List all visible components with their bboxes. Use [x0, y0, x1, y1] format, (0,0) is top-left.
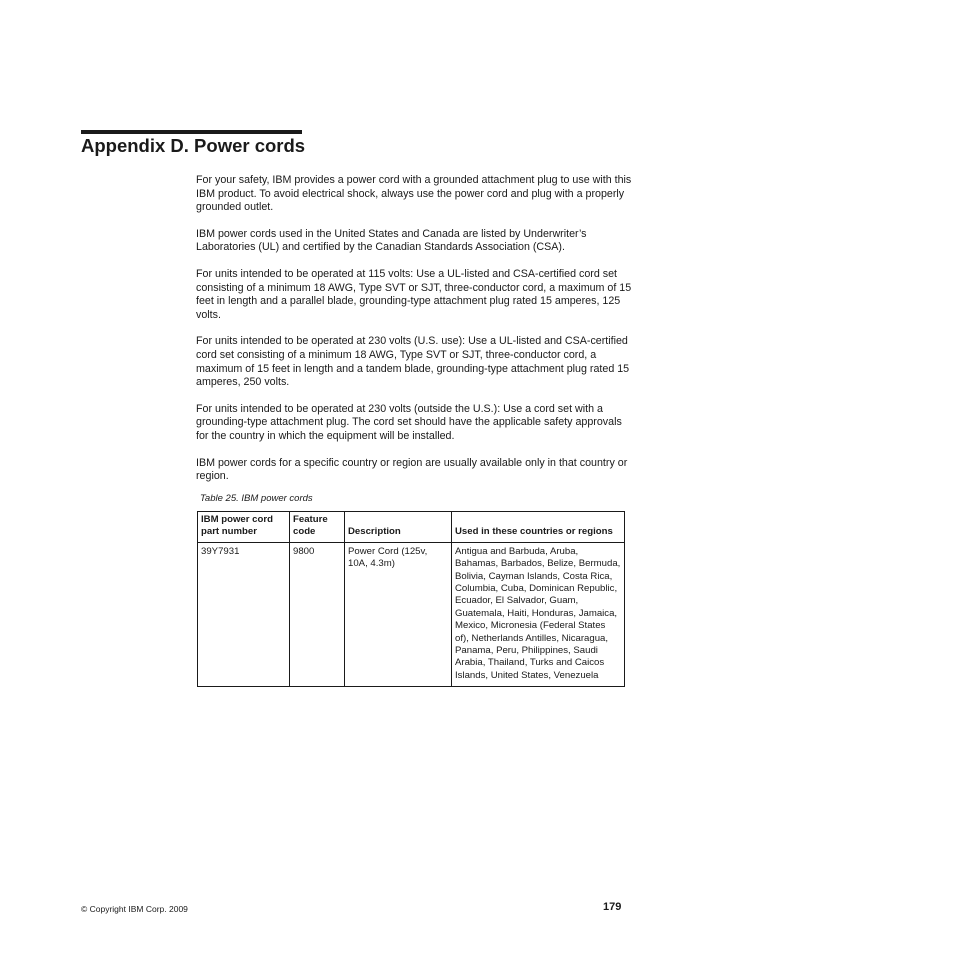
paragraph-115-volts: For units intended to be operated at 115 volts: Use a UL-listed and CSA-certified cord set consisting of a minimum 18 AWG, Type SVT or SJT, three-conductor cord, a maximum of 15 feet in length and a parallel blade, grounding-type attachment plug rated 15 amperes, 125 volts. — [196, 267, 632, 321]
header-countries: Used in these countries or regions — [452, 512, 625, 543]
paragraph-country-availability: IBM power cords for a specific country or region are usually available only in that country or region. — [196, 456, 628, 483]
body-text — [196, 174, 636, 497]
table-caption: Table 25. IBM power cords — [200, 493, 313, 504]
power-cords-table — [197, 511, 625, 687]
page-title: Appendix D. Power cords — [81, 135, 306, 156]
paragraph-230-volts-us: For units intended to be operated at 230 volts (U.S. use): Use a UL-listed and CSA-certified cord set consisting of a minimum 18 AWG, Type SVT or SJT, three-conductor cord, a maximum of 15 feet in length and a tandem blade, grounding-type attachment plug rated 15 amperes, 250 volts. — [196, 335, 630, 389]
header-part-number: IBM power cord part number — [198, 512, 290, 543]
cell-countries: Antigua and Barbuda, Aruba, Bahamas, Barbados, Belize, Bermuda, Bolivia, Cayman Islands, Costa Rica, Columbia, Cuba, Dominican Republic, Ecuador, El Salvador, Guam, Guatemala, Haiti, Honduras, Jamaica, Mexico, Micronesia (Federal States of), Netherlands Antilles, Nicaragua, Panama, Peru, Philippines, Saudi Arabia, Thailand, Turks and Caicos Islands, United States, Venezuela — [452, 542, 625, 686]
table-header-row — [198, 512, 625, 543]
paragraph-safety: For your safety, IBM provides a power cord with a grounded attachment plug to use with this IBM product. To avoid electrical shock, always use the power cord and plug with a properly grounded outlet. — [196, 174, 632, 214]
paragraph-230-volts-outside-us: For units intended to be operated at 230 volts (outside the U.S.): Use a cord set with a grounding-type attachment plug. The cord set should have the applicable safety approvals for the country in which the equipment will be installed. — [196, 402, 622, 442]
cell-description: Power Cord (125v, 10A, 4.3m) — [345, 542, 452, 686]
paragraph-ul-csa: IBM power cords used in the United States and Canada are listed by Underwriter’s Laboratories (UL) and certified by the Canadian Standards Association (CSA). — [196, 227, 587, 254]
title-rule — [81, 130, 302, 134]
header-feature-code: Feature code — [290, 512, 345, 543]
cell-feature-code: 9800 — [290, 542, 345, 686]
header-description: Description — [345, 512, 452, 543]
page-number: 179 — [603, 901, 622, 913]
table-row — [198, 542, 625, 686]
cell-part-number: 39Y7931 — [198, 542, 290, 686]
footer-copyright: © Copyright IBM Corp. 2009 — [81, 904, 188, 914]
